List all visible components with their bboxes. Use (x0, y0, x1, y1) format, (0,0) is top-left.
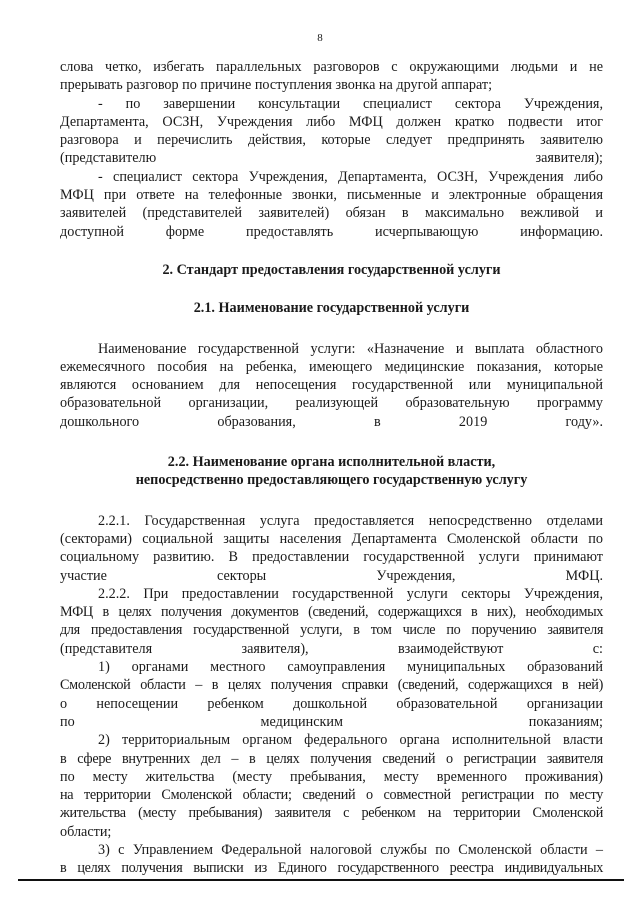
text-line: 2.2.1. Государственная услуга предоставляется непосредственно отделами (98, 512, 603, 529)
section-heading-2-1: 2.1. Наименование государственной услуги (193, 300, 470, 317)
text-line: (представителя заявителя), взаимодействуют с: (60, 640, 603, 657)
text-line: для предоставления государственной услуги, в том числе по поручению заявителя (60, 622, 603, 639)
text-line: являются основанием для непосещения государственной или муниципальной (60, 377, 603, 394)
text-line: Наименование государственной услуги: «Назначение и выплата областного (98, 340, 603, 357)
text-line: жительства (месту пребывания) заявителя с ребенком на территории Смоленской (60, 805, 603, 822)
text-line: области; (60, 823, 112, 840)
text-line: 2) территориальным органом федерального органа исполнительной власти (98, 732, 603, 749)
text-line: дошкольного образования, в 2019 году». (60, 413, 603, 430)
paragraph-continuation (60, 58, 603, 95)
text-line: 3) с Управлением Федеральной налоговой службы по Смоленской области – (98, 841, 603, 858)
text-line: образовательной организации, реализующей образовательную программу (60, 395, 603, 412)
text-line: Департамента, ОСЗН, Учреждения либо МФЦ должен кратко подвести итог (60, 113, 603, 130)
text-line: - специалист сектора Учреждения, Департамента, ОСЗН, Учреждения либо (98, 168, 603, 185)
text-line: по месту жительства (месту пребывания, месту временного проживания) (60, 768, 603, 785)
text-line: на территории Смоленской области; сведений о совместной регистрации по месту (60, 787, 603, 804)
text-line: МФЦ в целях получения документов (сведений, содержащихся в них), необходимых (60, 604, 603, 621)
text-line: разговора и перечислить действия, которые следует предпринять заявителю (60, 132, 603, 149)
text-line: ежемесячного пособия на ребенка, имеющего медицинские показания, которые (60, 358, 603, 375)
paragraph-service-name (60, 340, 603, 431)
text-line: доступной форме предоставлять исчерпывающую информацию. (60, 223, 603, 240)
text-line: по медицинским показаниям; (60, 713, 603, 730)
section-heading-2-2 (60, 453, 603, 490)
paragraph-internal-affairs (60, 731, 603, 841)
text-line: - по завершении консультации специалист сектора Учреждения, (98, 95, 603, 112)
heading-line: 2.2. Наименование органа исполнительной власти, (167, 454, 496, 471)
text-line: (секторами) социальной защиты населения Департамента Смоленской области по (60, 530, 603, 547)
text-line: слова четко, избегать параллельных разговоров с окружающими людьми и не (60, 59, 603, 75)
text-line: заявителей (представителей заявителей) обязан в максимально вежливой и (60, 205, 603, 222)
text-line: МФЦ при ответе на телефонные звонки, письменные и электронные обращения (60, 187, 603, 204)
text-line: участие секторы Учреждения, МФЦ. (60, 567, 603, 584)
document-body (60, 58, 603, 878)
paragraph-specialist-duty (60, 168, 603, 241)
text-line: в сфере внутренних дел – в целях получения сведений о регистрации заявителя (60, 750, 603, 767)
text-line: социальному развитию. В предоставлении государственной услуги принимают (60, 549, 603, 566)
heading-line: непосредственно предоставляющего государственную услугу (135, 472, 528, 489)
text-line: о непосещении ребенком дошкольной образовательной организации (60, 695, 603, 712)
text-line: в целях получения выписки из Единого государственного реестра индивидуальных (60, 860, 603, 877)
page-number: 8 (317, 32, 323, 44)
section-heading-2: 2. Стандарт предоставления государственной услуги (162, 261, 501, 278)
paragraph-2-2-2 (60, 585, 603, 658)
text-line: прерывать разговор по причине поступления звонка на другой аппарат; (60, 77, 493, 94)
paragraph-local-authorities (60, 658, 603, 731)
paragraph-tax-service (60, 841, 603, 878)
text-line: 1) органами местного самоуправления муниципальных образований (98, 659, 603, 676)
text-line: 2.2.2. При предоставлении государственной услуги секторы Учреждения, (98, 585, 603, 602)
text-line: Смоленской области – в целях получения справки (сведений, содержащихся в ней) (60, 677, 603, 694)
paragraph-2-2-1 (60, 512, 603, 585)
paragraph-consultation-end (60, 95, 603, 168)
bottom-divider (18, 879, 624, 881)
text-line: (представителю заявителя); (60, 150, 603, 167)
